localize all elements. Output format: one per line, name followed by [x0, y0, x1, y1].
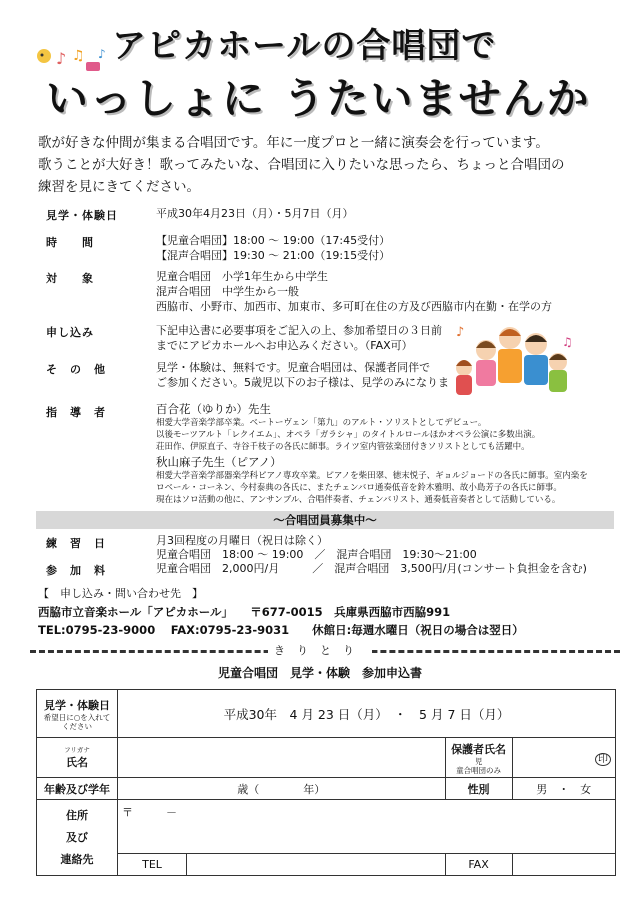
- form-guardian-note-1: 児: [474, 756, 483, 766]
- form-tel-label: TEL: [118, 854, 187, 876]
- form-guardian-note-2: 童合唱団のみ: [456, 765, 502, 775]
- contact-line-2: TEL:0795-23-9000 FAX:0795-23-9031 休館日:毎週水曜日（祝日の場合は翌日）: [38, 623, 524, 637]
- svg-text:♫: ♫: [562, 335, 573, 349]
- other-line-1: 見学・体験は、無料です。児童合唱団は、保護者同伴で: [156, 361, 431, 374]
- intro-line-3: 練習を見にきてください。: [38, 179, 200, 195]
- instructor-bio-2-line-2: ロベール・コーネン、今村泰典の各氏に、またチェンバロ通奏低音を鈴木雅明、故小島芳子の各氏に師事。: [156, 483, 562, 493]
- contact-heading: 【 申し込み・問い合わせ先 】: [38, 587, 203, 600]
- form-postal: 〒 －: [122, 806, 177, 819]
- svg-text:♪: ♪: [56, 49, 67, 68]
- form-address-label-2: 及び: [66, 830, 88, 844]
- instructor-bio-1-line-3: 荘田作、伊原直子、寺谷千枝子の各氏に師事。ライツ室内管弦楽団付きソリストとしても活躍中。: [156, 442, 530, 452]
- instructor-name-2: 秋山麻子先生（ピアノ）: [156, 455, 282, 469]
- contact-line-1: 西脇市立音楽ホール「アピカホール」 〒677-0015 兵庫県西脇市西脇991: [38, 605, 451, 619]
- form-visit-value[interactable]: 平成30年 4 月 23 日（月） ・ 5 月 7 日（月）: [118, 690, 616, 738]
- form-address-label-1: 住所: [66, 808, 88, 822]
- form-name-label-cell: [37, 738, 118, 778]
- form-title: 児童合唱団 見学・体験 参加申込書: [217, 666, 422, 680]
- form-visit-label: 見学・体験日: [44, 698, 110, 712]
- time-label: 時 間: [46, 236, 94, 249]
- instructor-bio-2-line-1: 相愛大学音楽学部器楽学科ピアノ専攻卒業。ピアノを柴田翠、徳末悦子、ギョルジョードの各氏に師事。室内楽を: [156, 471, 588, 481]
- form-visit-label-cell: [37, 690, 118, 738]
- target-line-2: 混声合唱団 中学生から一般: [156, 285, 299, 298]
- fee-value: 児童合唱団 2,000円/月 ／ 混声合唱団 3,500円/月(コンサート負担金を含む): [156, 562, 587, 575]
- form-guardian-label: 保護者氏名: [451, 742, 507, 756]
- target-line-3: 西脇市、小野市、加西市、加東市、多可町在住の方及び西脇市内在勤・在学の方: [156, 300, 552, 313]
- intro-line-1: 歌が好きな仲間が集まる合唱団です。年に一度プロと一緒に演奏会を行っています。: [38, 135, 549, 151]
- form-name-input[interactable]: [118, 738, 446, 778]
- target-label: 対 象: [46, 272, 94, 285]
- form-address-label-cell: [37, 800, 118, 876]
- practice-line-2: 児童合唱団 18:00 ～ 19:00 ／ 混声合唱団 19:30～21:00: [156, 548, 477, 561]
- form-sex-input[interactable]: 男 ・ 女: [512, 778, 615, 800]
- svg-text:♫: ♫: [72, 48, 85, 64]
- time-line-2: 【混声合唱団】19:30 ～ 21:00（19:15受付）: [156, 249, 391, 262]
- instructor-label: 指 導 者: [46, 406, 106, 419]
- title-line-2: いっしょに うたいませんか: [46, 74, 591, 123]
- cut-label: [0, 642, 640, 658]
- form-address-label-3: 連絡先: [60, 852, 94, 866]
- form-name-label: 氏名: [66, 756, 88, 769]
- form-sex-label: 性別: [445, 778, 512, 800]
- svg-text:♪: ♪: [456, 325, 465, 340]
- instructor-name-1: 百合花（ゆりか）先生: [156, 402, 271, 416]
- form-age-input[interactable]: 歳（ 年）: [118, 778, 446, 800]
- practice-value: 月3回程度の月曜日（祝日は除く）: [156, 534, 328, 547]
- visit-label: 見学・体験日: [46, 209, 118, 222]
- seal-icon: 印: [595, 753, 611, 766]
- apply-line-1: 下記申込書に必要事項をご記入の上、参加希望日の３日前: [156, 324, 442, 337]
- recruit-band: ～合唱団員募集中～: [36, 511, 614, 529]
- form-fax-input[interactable]: [512, 854, 615, 876]
- form-furigana: フリガナ: [64, 746, 90, 754]
- choir-children-illustration: [452, 312, 580, 404]
- form-tel-input[interactable]: [187, 854, 446, 876]
- instructor-bio-1-line-2: 以後モーツアルト「レクイエム」、オペラ「ガラシャ」のタイトルロールほかオペラ公演に多数出演。: [156, 430, 541, 440]
- fee-label: 参 加 料: [46, 564, 106, 577]
- time-line-1: 【児童合唱団】18:00 ～ 19:00（17:45受付）: [156, 234, 391, 247]
- instructor-bio-2-line-3: 現在はソロ活動の他に、アンサンブル、合唱伴奏者、チェンバリスト、通奏低音奏者として活動している。: [156, 495, 561, 505]
- other-line-2: ご参加ください。5歳児以下のお子様は、見学のみになりま: [156, 376, 449, 389]
- form-guardian-label-cell: [445, 738, 512, 778]
- form-age-label: 年齢及び学年: [37, 778, 118, 800]
- visit-value: 平成30年4月23日（月）・5月7日（月）: [156, 207, 354, 220]
- form-visit-note: 希望日に○を入れてください: [43, 712, 111, 731]
- cut-text: きりとり: [268, 644, 372, 657]
- target-line-1: 児童合唱団 小学1年生から中学生: [156, 270, 328, 283]
- svg-text:♪: ♪: [98, 47, 106, 61]
- apply-label: 申し込み: [46, 326, 94, 339]
- form-address-input[interactable]: [118, 800, 616, 854]
- apply-line-2: までにアピカホールへお申込みください。（FAX可）: [156, 339, 413, 352]
- other-label: そ の 他: [46, 363, 106, 376]
- title-line-1: アピカホールの合唱団で: [112, 26, 497, 66]
- intro-line-2: 歌うことが大好き！歌ってみたいな、合唱団に入りたいな思ったら、ちょっと合唱団の: [38, 157, 565, 173]
- form-guardian-input[interactable]: [512, 738, 615, 778]
- application-form: [36, 689, 616, 876]
- form-fax-label: FAX: [445, 854, 512, 876]
- practice-label: 練 習 日: [46, 537, 106, 550]
- instructor-bio-1-line-1: 相愛大学音楽学部卒業。ベートーヴェン「第九」のアルト・ソリストとしてデビュー。: [156, 418, 487, 428]
